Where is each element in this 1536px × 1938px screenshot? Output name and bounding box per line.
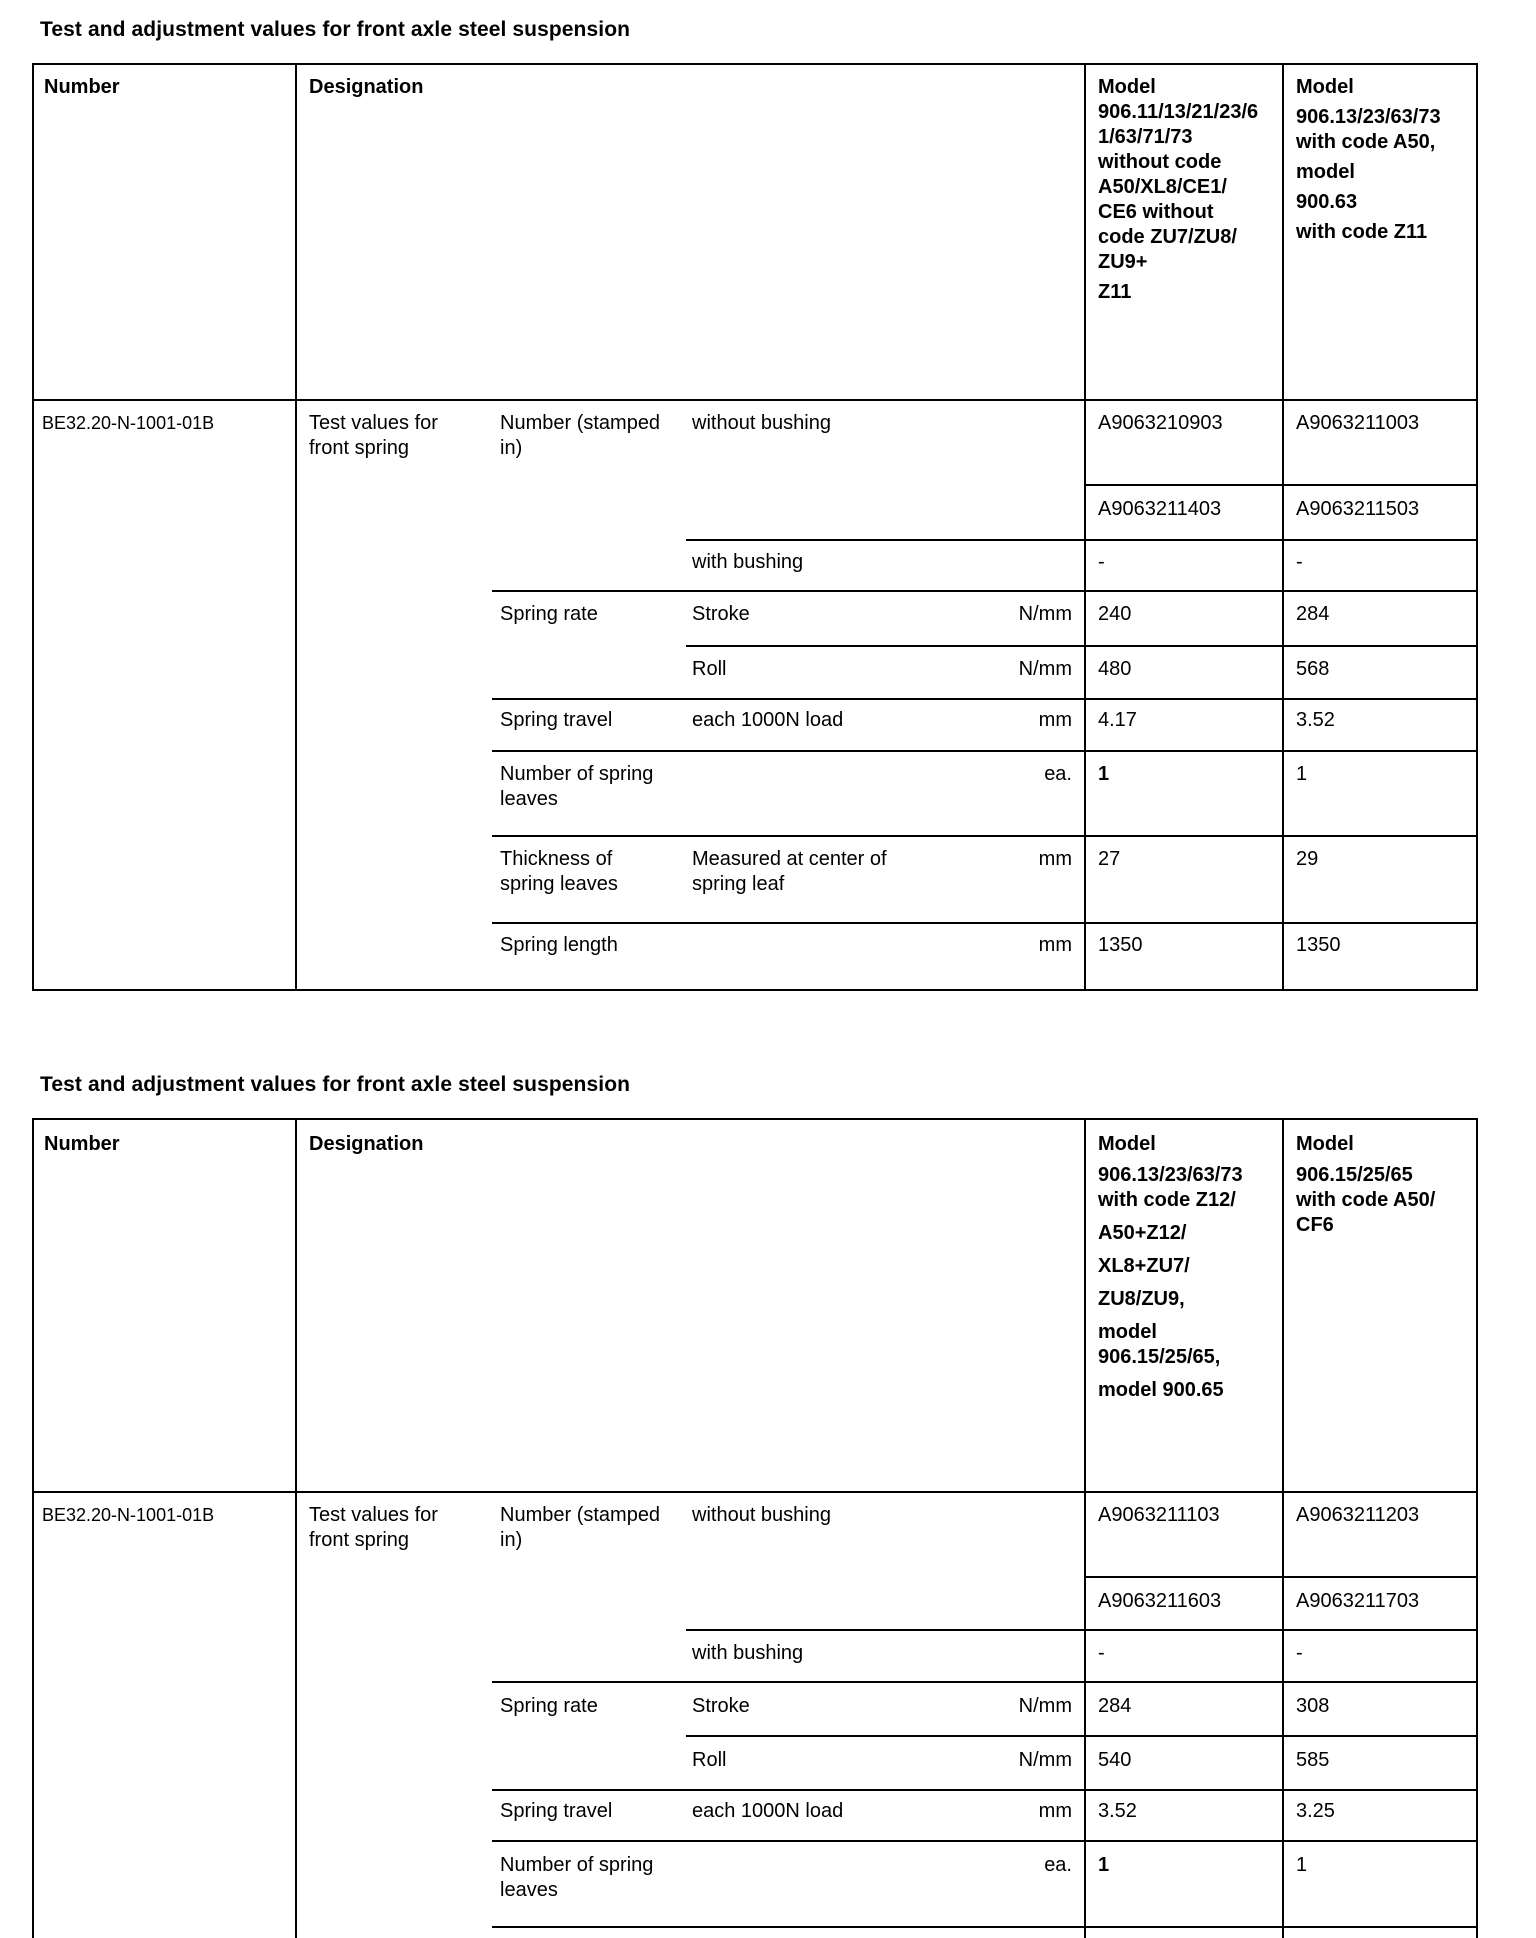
header-line: Model	[1098, 1133, 1156, 1155]
value-cell: 284	[1296, 603, 1330, 625]
row-divider	[686, 1735, 1478, 1737]
group-label: Test values for	[309, 1504, 438, 1526]
table-border	[32, 1118, 34, 1938]
value-cell: 3.52	[1296, 709, 1335, 731]
table-border	[32, 1118, 1478, 1120]
row-divider	[492, 1926, 1478, 1928]
header-number: Number	[44, 1133, 120, 1155]
header-line: 900.63	[1296, 191, 1358, 213]
value-cell: 585	[1296, 1749, 1330, 1771]
header-line: 906.13/23/63/73	[1098, 1164, 1243, 1186]
header-model-a	[1098, 75, 1258, 305]
header-line: Model	[1296, 76, 1354, 98]
column-divider	[295, 1118, 297, 1938]
value-cell: A9063211503	[1296, 498, 1420, 520]
table-border	[32, 63, 1478, 65]
column-divider	[1282, 63, 1284, 991]
document-number: BE32.20-N-1001-01B	[42, 413, 215, 433]
header-line: XL8+ZU7/	[1098, 1255, 1190, 1277]
value-cell: A9063211103	[1098, 1504, 1220, 1526]
row-divider	[32, 399, 1478, 401]
row-divider	[492, 1840, 1478, 1842]
header-line: with code Z11	[1296, 221, 1428, 243]
row-label-part-number: in)	[500, 437, 523, 459]
row-label-thickness: spring leaves	[500, 873, 618, 895]
spec-table	[32, 1118, 1478, 1938]
spec-table	[32, 63, 1478, 991]
column-divider	[1084, 63, 1086, 991]
unit-cell: N/mm	[1018, 1749, 1072, 1771]
value-cell: 1350	[1098, 934, 1143, 956]
value-cell: 480	[1098, 658, 1132, 680]
header-line: Z11	[1098, 281, 1132, 303]
header-line: code ZU7/ZU8/	[1098, 226, 1237, 248]
header-line: ZU9+	[1098, 251, 1148, 273]
header-model-a	[1098, 1132, 1243, 1403]
column-divider	[1084, 1118, 1086, 1938]
unit-cell: mm	[1038, 709, 1072, 731]
unit-cell: mm	[1038, 934, 1072, 956]
row-divider	[1084, 484, 1478, 486]
row-desc-thickness: spring leaf	[692, 873, 785, 895]
table-border	[32, 63, 34, 991]
row-label-spring-travel: Spring travel	[500, 1800, 613, 1822]
value-cell: 568	[1296, 658, 1330, 680]
row-divider	[492, 590, 1478, 592]
header-number: Number	[44, 76, 120, 98]
column-divider	[1282, 1118, 1284, 1938]
row-label-spring-rate: Spring rate	[500, 603, 598, 625]
row-desc-without-bushing: without bushing	[692, 1504, 831, 1526]
value-cell: 284	[1098, 1695, 1132, 1717]
row-label-spring-travel: Spring travel	[500, 709, 613, 731]
header-designation: Designation	[309, 1133, 424, 1155]
value-cell: A9063211703	[1296, 1590, 1420, 1612]
row-desc-roll: Roll	[692, 658, 727, 680]
value-cell: -	[1098, 551, 1105, 573]
value-cell: A9063210903	[1098, 412, 1223, 434]
row-divider	[492, 750, 1478, 752]
header-line: A50+Z12/	[1098, 1222, 1187, 1244]
row-desc-travel: each 1000N load	[692, 709, 844, 731]
value-cell: 3.52	[1098, 1800, 1137, 1822]
value-cell: A9063211603	[1098, 1590, 1222, 1612]
value-cell: 1	[1098, 1854, 1110, 1876]
value-cell: 240	[1098, 603, 1132, 625]
header-designation: Designation	[309, 76, 424, 98]
header-model-b	[1296, 1132, 1435, 1238]
group-label: Test values for	[309, 412, 438, 434]
header-line: 906.11/13/21/23/6	[1098, 101, 1259, 123]
table-title: Test and adjustment values for front axle steel suspension	[40, 18, 631, 41]
value-cell: 4.17	[1098, 709, 1137, 731]
value-cell: A9063211003	[1296, 412, 1420, 434]
header-line: 906.15/25/65	[1296, 1164, 1413, 1186]
unit-cell: ea.	[1044, 763, 1072, 785]
row-label-part-number: in)	[500, 1529, 523, 1551]
row-divider	[32, 1491, 1478, 1493]
row-divider	[492, 698, 1478, 700]
header-model-b	[1296, 75, 1441, 245]
unit-cell: N/mm	[1018, 1695, 1072, 1717]
value-cell: -	[1296, 1642, 1303, 1664]
row-label-leaves: leaves	[500, 1879, 558, 1901]
row-desc-without-bushing: without bushing	[692, 412, 831, 434]
row-desc-roll: Roll	[692, 1749, 727, 1771]
value-cell: 27	[1098, 848, 1121, 870]
header-line: model 900.65	[1098, 1379, 1224, 1401]
value-cell: A9063211403	[1098, 498, 1222, 520]
row-divider	[492, 835, 1478, 837]
row-divider	[492, 1789, 1478, 1791]
unit-cell: N/mm	[1018, 658, 1072, 680]
header-line: 906.13/23/63/73	[1296, 106, 1441, 128]
value-cell: 3.25	[1296, 1800, 1335, 1822]
group-label: front spring	[309, 1529, 410, 1551]
row-divider	[492, 922, 1478, 924]
header-line: model	[1098, 1321, 1157, 1343]
value-cell: 29	[1296, 848, 1319, 870]
row-label-spring-rate: Spring rate	[500, 1695, 598, 1717]
group-label: front spring	[309, 437, 410, 459]
value-cell: 1	[1296, 763, 1308, 785]
row-label-leaves: Number of spring	[500, 763, 654, 785]
value-cell: A9063211203	[1296, 1504, 1420, 1526]
row-label-part-number: Number (stamped	[500, 412, 661, 434]
unit-cell: N/mm	[1018, 603, 1072, 625]
column-divider	[295, 63, 297, 991]
unit-cell: ea.	[1044, 1854, 1072, 1876]
row-desc-with-bushing: with bushing	[692, 1642, 804, 1664]
header-line: ZU8/ZU9,	[1098, 1288, 1185, 1310]
header-line: 906.15/25/65,	[1098, 1346, 1221, 1368]
header-line: model	[1296, 161, 1355, 183]
row-divider	[686, 539, 1478, 541]
row-desc-stroke: Stroke	[692, 1695, 750, 1717]
row-divider	[492, 1681, 1478, 1683]
unit-cell: mm	[1038, 1800, 1072, 1822]
table-border	[1476, 63, 1478, 991]
header-line: 1/63/71/73	[1098, 126, 1193, 148]
value-cell: 1350	[1296, 934, 1341, 956]
unit-cell: mm	[1038, 848, 1072, 870]
row-divider	[686, 645, 1478, 647]
row-desc-stroke: Stroke	[692, 603, 750, 625]
row-label-part-number: Number (stamped	[500, 1504, 661, 1526]
table-border	[32, 989, 1478, 991]
value-cell: 1	[1098, 763, 1110, 785]
document-number: BE32.20-N-1001-01B	[42, 1505, 215, 1525]
row-label-leaves: Number of spring	[500, 1854, 654, 1876]
value-cell: 540	[1098, 1749, 1132, 1771]
header-line: Model	[1296, 1133, 1354, 1155]
row-divider	[1084, 1576, 1478, 1578]
header-line: Model	[1098, 76, 1156, 98]
header-line: with code A50/	[1296, 1189, 1436, 1211]
row-label-thickness: Thickness of	[500, 848, 613, 870]
row-label-spring-length: Spring length	[500, 934, 618, 956]
header-line: without code	[1098, 151, 1222, 173]
row-label-leaves: leaves	[500, 788, 558, 810]
header-line: with code Z12/	[1098, 1189, 1236, 1211]
header-line: CF6	[1296, 1214, 1334, 1236]
header-line: with code A50,	[1296, 131, 1436, 153]
row-desc-travel: each 1000N load	[692, 1800, 844, 1822]
row-desc-thickness: Measured at center of	[692, 848, 887, 870]
row-divider	[686, 1629, 1478, 1631]
row-desc-with-bushing: with bushing	[692, 551, 804, 573]
value-cell: 308	[1296, 1695, 1330, 1717]
header-line: CE6 without	[1098, 201, 1214, 223]
header-line: A50/XL8/CE1/	[1098, 176, 1227, 198]
table-title: Test and adjustment values for front axle steel suspension	[40, 1073, 631, 1096]
table-border	[1476, 1118, 1478, 1938]
value-cell: 1	[1296, 1854, 1308, 1876]
value-cell: -	[1098, 1642, 1105, 1664]
value-cell: -	[1296, 551, 1303, 573]
